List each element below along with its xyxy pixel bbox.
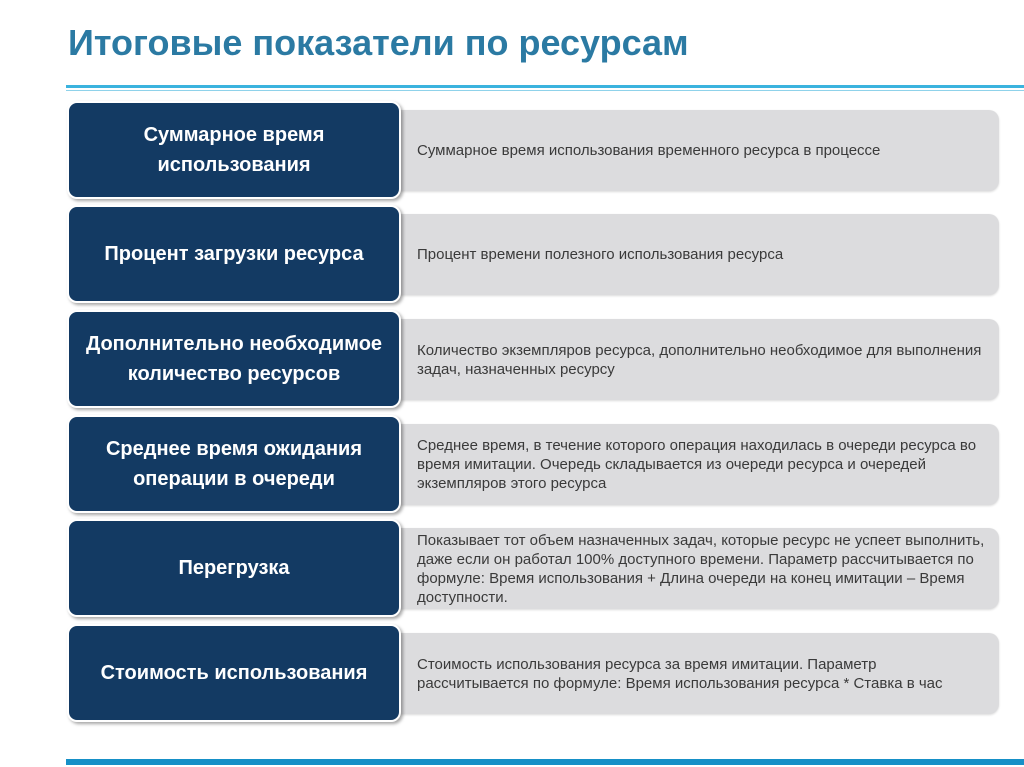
metric-name: Дополнительно необходимое количество ресурсов xyxy=(85,333,383,385)
metric-description: Процент времени полезного использования ресурса xyxy=(417,246,784,263)
metric-name: Суммарное время использования xyxy=(143,124,325,176)
title-divider xyxy=(66,85,1024,88)
metric-description: Показывает тот объем назначенных задач, которые ресурс не успеет выполнить, даже если он работал 100% доступного времени. Параметр рассчитывается по формуле: Время использования + Длина очереди на конец имитации – Время доступности. xyxy=(417,531,985,606)
metric-name: Процент загрузки ресурса xyxy=(104,243,364,265)
metric-name-box xyxy=(67,519,401,617)
metric-row-queue-wait xyxy=(67,415,999,513)
title-divider-thin xyxy=(66,90,1024,91)
metric-row-total-time xyxy=(67,101,999,199)
metric-description: Суммарное время использования временного ресурса в процессе xyxy=(417,142,881,159)
metric-description: Стоимость использования ресурса за время имитации. Параметр рассчитывается по формуле: Время использования ресурса * Ставка в час xyxy=(417,655,943,692)
metric-name-box xyxy=(67,310,401,408)
page-title: Итоговые показатели по ресурсам xyxy=(68,22,689,63)
metric-row-load-percent xyxy=(67,205,999,303)
footer-divider xyxy=(66,759,1024,765)
metric-name-box xyxy=(67,101,401,199)
metric-name-box xyxy=(67,415,401,513)
metric-name: Перегрузка xyxy=(178,557,290,579)
metric-row-extra-resources xyxy=(67,310,999,408)
metric-row-usage-cost xyxy=(67,624,999,722)
metric-description: Среднее время, в течение которого операция находилась в очереди ресурса во время имитации. Очередь складывается из очереди ресурса и очередей экземпляров этого ресурса xyxy=(417,437,977,492)
metric-name-box xyxy=(67,205,401,303)
metric-description: Количество экземпляров ресурса, дополнительно необходимое для выполнения задач, назначенных ресурсу xyxy=(417,341,982,378)
metric-name: Среднее время ожидания операции в очереди xyxy=(105,438,363,490)
metric-name-box xyxy=(67,624,401,722)
metric-row-overload xyxy=(67,519,999,617)
metric-name: Стоимость использования xyxy=(100,662,368,684)
